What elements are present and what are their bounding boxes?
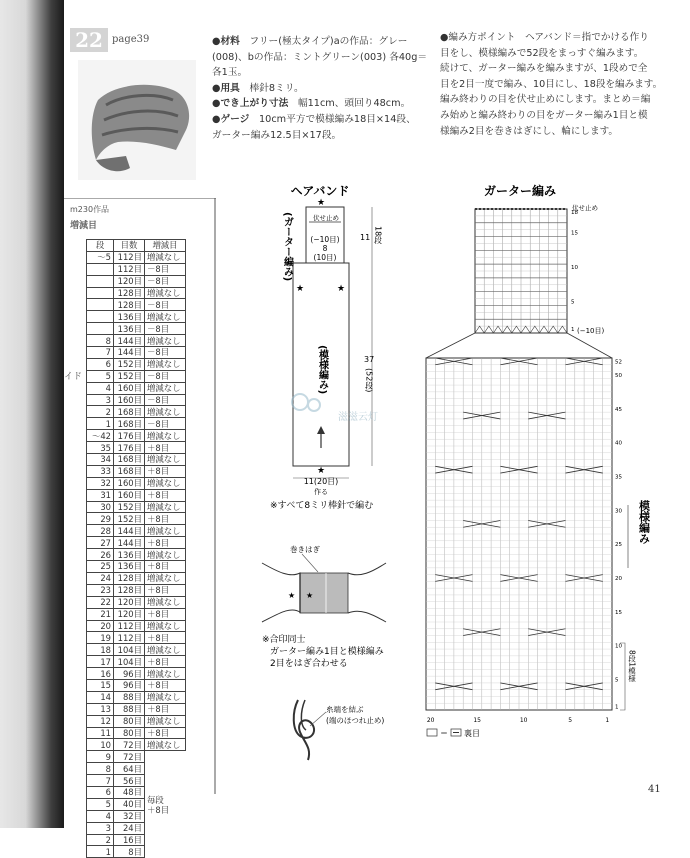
table-cell: 24 <box>87 572 114 584</box>
table-cell: 26 <box>87 549 114 561</box>
dec-label-1: (−10目) <box>310 235 340 244</box>
table-cell: 128目 <box>114 299 145 311</box>
table-cell: 7 <box>87 347 114 359</box>
table-cell: 増減なし <box>145 454 186 466</box>
pattern-row-label: 40 <box>615 440 622 447</box>
table-cell: 増減なし <box>145 382 186 394</box>
table-cell: －8目 <box>145 347 186 359</box>
table-cell: 増減なし <box>145 477 186 489</box>
table-cell: 増減なし <box>145 358 186 370</box>
table-cell: 9 <box>87 751 114 763</box>
table-cell: 112目 <box>114 251 145 263</box>
table-cell: 増減なし <box>145 739 186 751</box>
pattern-row-label: 25 <box>615 542 622 549</box>
table-cell: 176目 <box>114 430 145 442</box>
table-cell: 28 <box>87 525 114 537</box>
table-cell: 120目 <box>114 608 145 620</box>
pattern-col-label: 5 <box>568 717 573 724</box>
table-cell: 23 <box>87 584 114 596</box>
table-cell: 8 <box>87 335 114 347</box>
garter-cast-off-note: 伏せ止め <box>572 204 598 212</box>
table-cell: 2 <box>87 406 114 418</box>
legend-text: 裏目 <box>464 729 480 738</box>
table-cell: 増減なし <box>145 620 186 632</box>
table-cell: 168目 <box>114 465 145 477</box>
table-cell: 104目 <box>114 644 145 656</box>
pattern-number: 22 <box>70 28 108 52</box>
table-cell: 15 <box>87 679 114 691</box>
table-cell: 120目 <box>114 275 145 287</box>
table-cell: 増減なし <box>145 668 186 680</box>
table-cell: ＋8目 <box>145 465 186 477</box>
join-label: 巻きはぎ <box>290 545 320 554</box>
table-cell: 増減なし <box>145 501 186 513</box>
table-header-cell: 増減目 <box>145 240 186 252</box>
watermark-text: 滋滋云灯 <box>338 412 378 423</box>
table-cell: 10 <box>87 739 114 751</box>
table-cell: 144目 <box>114 537 145 549</box>
table-cell: 13 <box>87 703 114 715</box>
table-cell: ＋8目 <box>145 561 186 573</box>
left-panel-subtitle: 増減目 <box>70 221 98 231</box>
table-cell: 56目 <box>114 775 145 787</box>
table-cell: －8目 <box>145 370 186 382</box>
garter-dec-note: (−10目) <box>577 327 605 335</box>
garter-row-label: 18 <box>571 210 578 216</box>
star-right-icon: ★ <box>336 284 346 294</box>
table-cell: 16 <box>87 668 114 680</box>
table-cell: 31 <box>87 489 114 501</box>
table-cell: 2 <box>87 834 114 846</box>
table-cell: 80目 <box>114 727 145 739</box>
table-cell: 6 <box>87 786 114 798</box>
join-star-left-icon: ★ <box>288 591 296 600</box>
table-cell: 168目 <box>114 418 145 430</box>
table-cell: 4 <box>87 382 114 394</box>
table-cell: 1 <box>87 418 114 430</box>
knot-note-1: 糸端を結ぶ <box>326 705 364 714</box>
star-bottom-icon: ★ <box>316 466 326 476</box>
table-cell: 27 <box>87 537 114 549</box>
table-cell: 4 <box>87 810 114 822</box>
table-cell: 112目 <box>114 263 145 275</box>
table-cell: 136目 <box>114 323 145 335</box>
table-cell: ＋8目 <box>145 584 186 596</box>
garter-row-label: 15 <box>571 230 578 237</box>
join-note-2: ガーター編み1目と模様編み <box>270 647 384 657</box>
pattern-row-label: 1 <box>615 704 619 711</box>
table-cell: 増減なし <box>145 335 186 347</box>
pattern-row-label: 35 <box>615 474 622 481</box>
table-cell: 増減なし <box>145 251 186 263</box>
pattern-col-label: 10 <box>519 717 528 724</box>
legend-blank-icon <box>427 729 437 736</box>
table-cell: 1 <box>87 846 114 858</box>
table-cell: ＋8目 <box>145 608 186 620</box>
table-cell: ＋8目 <box>145 442 186 454</box>
table-cell: 30 <box>87 501 114 513</box>
legend-eq: ＝ <box>440 729 448 738</box>
table-cell: 22 <box>87 596 114 608</box>
table-cell: 14 <box>87 691 114 703</box>
table-cell: 16目 <box>114 834 145 846</box>
table-cell: 増減なし <box>145 525 186 537</box>
table-cell: ＋8目 <box>145 679 186 691</box>
table-cell: ＋8目 <box>145 537 186 549</box>
garter-chart <box>426 183 651 738</box>
pattern-grid-lines <box>426 358 612 710</box>
pattern-row-label: 20 <box>615 576 622 582</box>
watermark-logo <box>292 394 378 423</box>
table-cell: 152目 <box>114 501 145 513</box>
table-cell: 40目 <box>114 798 145 810</box>
garter-chart-title: ガーター編み <box>483 184 557 198</box>
table-cell: 104目 <box>114 656 145 668</box>
table-cell: 17 <box>87 656 114 668</box>
pattern-row-label: 10 <box>615 643 622 650</box>
table-cell: 152目 <box>114 513 145 525</box>
bottom-width-label: 11(20目) <box>303 477 339 486</box>
needle-note: ※すべて8ミリ棒針で編む <box>270 501 374 511</box>
headband-diagram <box>270 184 383 511</box>
table-cell: 64目 <box>114 763 145 775</box>
table-cell: 152目 <box>114 358 145 370</box>
table-cell: 128目 <box>114 572 145 584</box>
table-cell: 増減なし <box>145 596 186 608</box>
dec-label-3: (10目) <box>313 253 337 262</box>
table-cell: 160目 <box>114 489 145 501</box>
pattern-row-label: 52 <box>615 359 622 366</box>
table-cell: ＋8目 <box>145 632 186 644</box>
garter-row-label: 5 <box>571 299 575 306</box>
table-cell: 88目 <box>114 691 145 703</box>
page-number: 41 <box>648 784 661 795</box>
table-cell: 128目 <box>114 584 145 596</box>
garter-row-label: 10 <box>571 265 578 272</box>
table-cell: 5 <box>87 798 114 810</box>
cast-off-label: 伏せ止め <box>313 214 339 222</box>
garter-row-label: 1 <box>571 327 575 334</box>
table-cell: 96目 <box>114 668 145 680</box>
table-cell: 88目 <box>114 703 145 715</box>
table-cell: ＋8目 <box>145 513 186 525</box>
table-cell: 160目 <box>114 477 145 489</box>
table-cell: 32目 <box>114 810 145 822</box>
table-cell: 8目 <box>114 846 145 858</box>
headband-title: ヘアバンド <box>290 184 350 198</box>
table-cell: －8目 <box>145 275 186 287</box>
table-cell: 8 <box>87 763 114 775</box>
top-rows-label: 18段 <box>373 226 383 245</box>
table-cell: 144目 <box>114 347 145 359</box>
join-note-3: 2目をはぎ合わせる <box>270 659 348 669</box>
table-cell: －8目 <box>145 418 186 430</box>
table-cell: ＋8目 <box>145 656 186 668</box>
table-cell: 3 <box>87 822 114 834</box>
table-cell: 112目 <box>114 620 145 632</box>
table-cell: －8目 <box>145 323 186 335</box>
table-cell: 18 <box>87 644 114 656</box>
table-cell: 136目 <box>114 561 145 573</box>
table-cell: ＋8目 <box>145 727 186 739</box>
knot-diagram <box>294 700 385 760</box>
table-cell: 112目 <box>114 632 145 644</box>
table-cell: －8目 <box>145 394 186 406</box>
table-cell: 168目 <box>114 454 145 466</box>
page-reference: page39 <box>112 34 150 45</box>
table-cell: 19 <box>87 632 114 644</box>
table-cell: 176目 <box>114 442 145 454</box>
pattern-vertical-label: (模様編み) <box>316 345 328 395</box>
table-cell: 48目 <box>114 786 145 798</box>
knot-note-2: (端のほつれ止め) <box>326 716 385 725</box>
table-cell: 72目 <box>114 751 145 763</box>
cast-on-note: 作る <box>314 488 328 496</box>
table-cell: 増減なし <box>145 691 186 703</box>
table-cell: 34 <box>87 454 114 466</box>
body-rows-label: (52段) <box>364 368 374 393</box>
table-cell: 3 <box>87 394 114 406</box>
table-cell: 152目 <box>114 370 145 382</box>
table-cell: 7 <box>87 775 114 787</box>
table-cell: 増減なし <box>145 572 186 584</box>
increase-note-2: ＋8目 <box>147 804 170 815</box>
left-panel-title: m230作品 <box>70 205 110 214</box>
materials-block: ●材料 フリー(極太タイプ)aの作品：グレー (008)、bの作品：ミントグリーン(003) 各40g＝ 各1玉。 ●用具 棒針8ミリ。 ●でき上がり寸法 幅11cm、頭回り48cm。 ●ゲージ 10cm平方で模様編み18目×14段、 ガーター編み12.5目×17段。 <box>212 36 428 141</box>
garter-vertical-label: (ガーター編み) <box>281 212 293 282</box>
table-cell: 21 <box>87 608 114 620</box>
table-cell: 増減なし <box>145 715 186 727</box>
pattern-row-label: 50 <box>615 372 622 379</box>
star-top-icon: ★ <box>316 198 326 208</box>
table-cell: 160目 <box>114 382 145 394</box>
table-cell: ～42 <box>87 430 114 442</box>
table-cell: 72目 <box>114 739 145 751</box>
table-cell: 32 <box>87 477 114 489</box>
dec-label-2: 8 <box>322 244 328 253</box>
pattern-col-label: 1 <box>605 717 610 724</box>
table-header-cell: 目数 <box>114 240 145 252</box>
pattern-col-label: 15 <box>473 717 481 724</box>
pattern-side-label: 模様編み <box>637 500 651 544</box>
table-cell: 160目 <box>114 394 145 406</box>
table-cell: 80目 <box>114 715 145 727</box>
table-cell: 増減なし <box>145 287 186 299</box>
knitting-points-block: ●編み方ポイント ヘアバンド＝指でかける作り 目をし、模様編みで52段をまっすぐ編みます。 続けて、ガーター編みを編みますが、1段めで全 目を2目一度で編み、10目にし、18段を編みます。 編み終わりの目を伏せ止めにします。まとめ＝編 み始めと編み終わりの目をガーター編み1目と模 様編み2目を巻きはぎにし、輪にします。 <box>440 32 663 137</box>
table-cell: 11 <box>87 727 114 739</box>
star-left-icon: ★ <box>295 284 305 294</box>
pattern-col-label: 20 <box>426 717 435 724</box>
table-cell: －8目 <box>145 299 186 311</box>
table-cell: 144目 <box>114 335 145 347</box>
table-cell: ～5 <box>87 251 114 263</box>
table-cell: 増減なし <box>145 406 186 418</box>
table-cell: 168目 <box>114 406 145 418</box>
increase-note-1: 毎段 <box>147 794 164 805</box>
table-cell: 136目 <box>114 311 145 323</box>
pattern-row-label: 15 <box>615 609 622 616</box>
table-cell: 増減なし <box>145 549 186 561</box>
table-cell: 20 <box>87 620 114 632</box>
table-cell: 増減なし <box>145 430 186 442</box>
table-cell: ＋8目 <box>145 489 186 501</box>
pattern-row-label: 45 <box>615 406 622 413</box>
table-cell: 35 <box>87 442 114 454</box>
join-note-1: ※合印同士 <box>262 635 306 645</box>
table-cell: 29 <box>87 513 114 525</box>
body-height-label: 37 <box>364 355 375 364</box>
table-cell: 24目 <box>114 822 145 834</box>
join-star-right-icon: ★ <box>306 591 314 600</box>
sidebar-snippet: イド <box>64 372 83 382</box>
table-cell: 25 <box>87 561 114 573</box>
table-cell: 増減なし <box>145 311 186 323</box>
table-cell: 12 <box>87 715 114 727</box>
pattern-row-label: 30 <box>615 508 622 515</box>
table-cell: 136目 <box>114 549 145 561</box>
table-cell: 120目 <box>114 596 145 608</box>
top-width-label: 11 <box>360 233 371 242</box>
table-cell: ＋8目 <box>145 703 186 715</box>
repeat-label: 8段1模様 <box>627 650 637 683</box>
table-header-cell: 段 <box>87 240 114 252</box>
join-diagram <box>262 544 386 669</box>
direction-arrow-icon <box>317 426 325 434</box>
table-cell: 6 <box>87 358 114 370</box>
table-cell: 33 <box>87 465 114 477</box>
table-cell: 96目 <box>114 679 145 691</box>
table-cell: 128目 <box>114 287 145 299</box>
pattern-row-label: 5 <box>615 677 619 684</box>
table-cell: 5 <box>87 370 114 382</box>
table-cell: 144目 <box>114 525 145 537</box>
table-cell: －8目 <box>145 263 186 275</box>
table-cell: 増減なし <box>145 644 186 656</box>
